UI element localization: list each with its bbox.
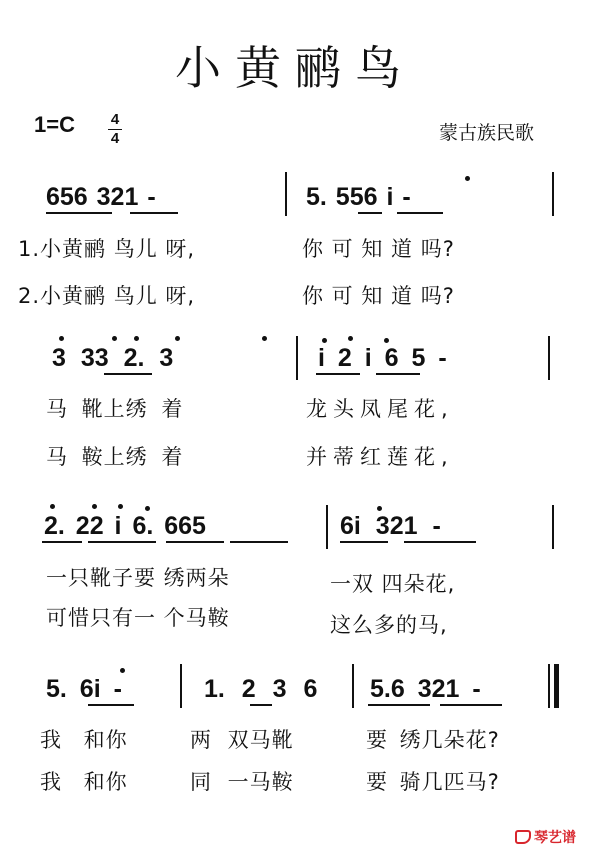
notes-row4-measure3: 5.6 321 - xyxy=(370,675,481,703)
beam xyxy=(440,704,502,706)
song-origin: 蒙古族民歌 xyxy=(438,122,534,144)
watermark-icon xyxy=(515,830,531,844)
time-signature xyxy=(108,112,122,147)
final-barline-thick xyxy=(554,664,559,708)
barline xyxy=(548,336,550,380)
lyric-row1-verse2-part2: 你 可 知 道 吗? xyxy=(302,284,455,308)
octave-dot xyxy=(465,176,470,181)
lyric-row1-verse1-part1: 1.小黄鹂 鸟儿 呀, xyxy=(18,237,196,261)
octave-dot xyxy=(112,336,117,341)
beam xyxy=(42,541,82,543)
final-barline-thin xyxy=(548,664,550,708)
time-signature-bottom: 4 xyxy=(110,130,120,147)
time-signature-top: 4 xyxy=(110,111,120,128)
barline xyxy=(285,172,287,216)
notes-row4-measure1: 5. 6i - xyxy=(46,675,122,703)
notes-row3-measure2: 6i 321 - xyxy=(340,512,441,540)
lyric-row3-verse2-part2: 这么多的马, xyxy=(330,613,448,637)
octave-dot xyxy=(120,668,125,673)
octave-dot xyxy=(92,504,97,509)
barline xyxy=(326,505,328,549)
song-title: 小黄鹂鸟 xyxy=(175,41,415,95)
beam xyxy=(230,541,288,543)
octave-dot xyxy=(145,506,150,511)
beam xyxy=(250,704,272,706)
lyric-row1-verse2-part1: 2.小黄鹂 鸟儿 呀, xyxy=(18,284,196,308)
octave-dot xyxy=(377,506,382,511)
watermark-logo xyxy=(515,827,576,847)
lyric-row4-verse1-part2: 两 双马靴 xyxy=(190,728,294,752)
beam xyxy=(358,212,382,214)
barline xyxy=(180,664,182,708)
lyric-row1-verse1-part2: 你 可 知 道 吗? xyxy=(302,237,455,261)
lyric-row2-verse1-part2: 龙头凤尾花, xyxy=(306,397,454,421)
octave-dot xyxy=(384,338,389,343)
beam xyxy=(130,212,178,214)
notes-row3-measure1: 2. 22 i 6. 665 xyxy=(44,512,206,540)
lyric-row4-verse2-part2: 同 一马鞍 xyxy=(190,770,294,794)
beam xyxy=(316,373,360,375)
lyric-row3-verse1-part2: 一双 四朵花, xyxy=(330,572,456,596)
watermark-text: 琴艺谱 xyxy=(534,830,576,846)
octave-dot xyxy=(118,504,123,509)
octave-dot xyxy=(175,336,180,341)
beam xyxy=(104,373,152,375)
beam xyxy=(88,704,134,706)
barline xyxy=(552,505,554,549)
beam xyxy=(340,541,388,543)
beam xyxy=(397,212,443,214)
lyric-row3-verse1-part1: 一只靴子要 绣两朵 xyxy=(46,566,230,590)
lyric-row2-verse1-part1: 马 靴上绣 着 xyxy=(46,397,184,421)
beam xyxy=(404,541,476,543)
key-signature: 1=C xyxy=(34,112,75,137)
beam xyxy=(376,373,420,375)
notes-row1-measure2: 5. 556 i - xyxy=(306,183,411,211)
barline xyxy=(552,172,554,216)
notes-row2-measure1: 3 33 2. 3 xyxy=(52,344,174,372)
octave-dot xyxy=(322,338,327,343)
beam xyxy=(88,541,156,543)
lyric-row2-verse2-part1: 马 鞍上绣 着 xyxy=(46,445,184,469)
lyric-row4-verse2-part1: 我 和你 xyxy=(40,770,128,794)
beam xyxy=(166,541,224,543)
octave-dot xyxy=(262,336,267,341)
lyric-row3-verse2-part1: 可惜只有一 个马鞍 xyxy=(46,606,230,630)
notes-row1-measure1: 656 321 - xyxy=(46,183,156,211)
barline xyxy=(296,336,298,380)
octave-dot xyxy=(59,336,64,341)
beam xyxy=(368,704,430,706)
lyric-row4-verse1-part1: 我 和你 xyxy=(40,728,128,752)
notes-row2-measure2: i 2 i 6 5 - xyxy=(318,344,447,372)
beam xyxy=(46,212,112,214)
octave-dot xyxy=(134,336,139,341)
barline xyxy=(352,664,354,708)
notes-row4-measure2: 1. 2 3 6 xyxy=(204,675,318,703)
octave-dot xyxy=(50,504,55,509)
lyric-row4-verse1-part3: 要 绣几朵花? xyxy=(366,728,500,752)
octave-dot xyxy=(348,336,353,341)
lyric-row2-verse2-part2: 并蒂红莲花, xyxy=(306,445,454,469)
lyric-row4-verse2-part3: 要 骑几匹马? xyxy=(366,770,500,794)
